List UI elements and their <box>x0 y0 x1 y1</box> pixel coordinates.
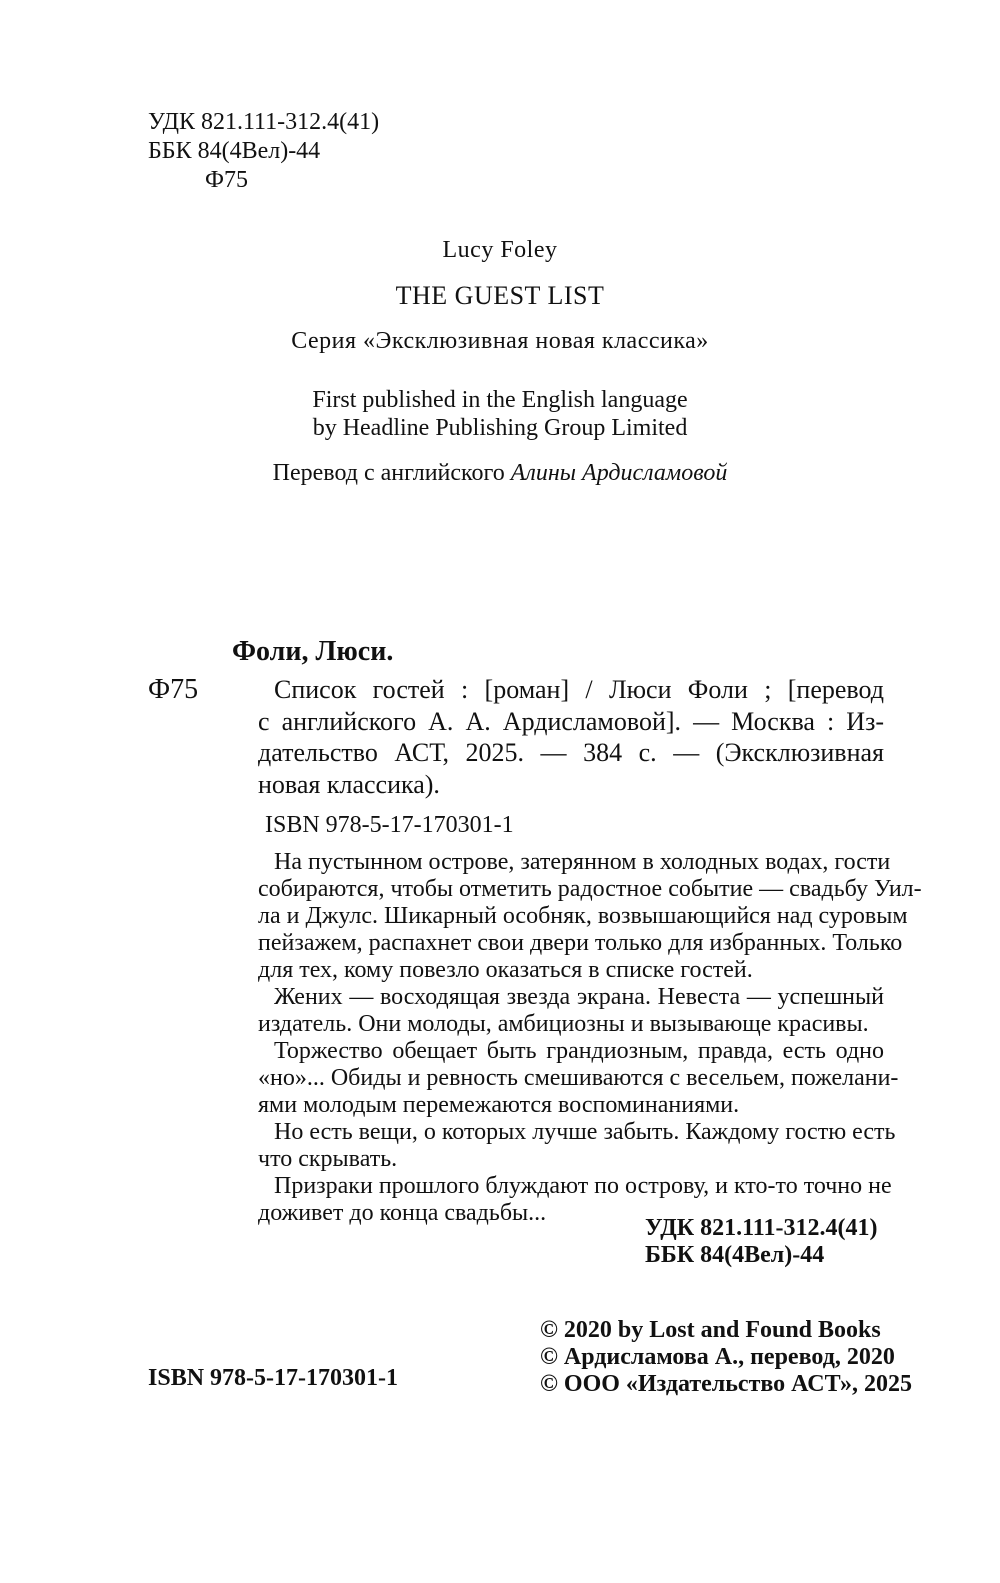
annotation-line: Торжество обещает быть грандиозным, правда, есть одно <box>274 1038 884 1064</box>
annotation-line: что скрывать. <box>258 1146 398 1172</box>
annotation-line: Жених — восходящая звезда экрана. Невеста — успешный <box>274 984 884 1010</box>
annotation-line: На пустынном острове, затерянном в холодных водах, гости <box>274 849 891 875</box>
author-heading: Фоли, Люси. <box>232 636 394 667</box>
translation-credit <box>0 459 1000 487</box>
annotation-line: собираются, чтобы отметить радостное событие — свадьбу Уил- <box>258 876 922 902</box>
annotation-line: ями молодым перемежаются воспоминаниями. <box>258 1092 740 1118</box>
annotation-line: Призраки прошлого блуждают по острову, и кто-то точно не <box>274 1173 892 1199</box>
description-line: с английского А. А. Ардисламовой]. — Москва : Из- <box>258 706 884 736</box>
series-name: Серия «Эксклюзивная новая классика» <box>291 328 709 354</box>
description-line: дательство АСТ, 2025. — 384 с. — (Эксклюзивная <box>258 738 884 767</box>
annotation-line: «но»... Обиды и ревность смешиваются с весельем, пожелани- <box>258 1065 899 1091</box>
annotation-paragraph <box>258 1038 899 1119</box>
copyright-line: © 2020 by Lost and Found Books <box>540 1317 881 1343</box>
footer-bbk: ББК 84(4Вел)-44 <box>645 1242 825 1268</box>
copyright-line: © ООО «Издательство АСТ», 2025 <box>540 1371 913 1397</box>
annotation-paragraph <box>258 849 922 984</box>
bibliographic-author-mark: Ф75 <box>148 674 199 705</box>
annotation-line: издатель. Они молоды, амбициозны и вызывающе красивы. <box>258 1011 869 1037</box>
copyright-line: © Ардисламова А., перевод, 2020 <box>540 1344 895 1370</box>
footer-isbn: ISBN 978-5-17-170301-1 <box>148 1365 398 1391</box>
first-published-line-2: by Headline Publishing Group Limited <box>312 415 688 441</box>
book-title-english: THE GUEST LIST <box>395 281 605 310</box>
translator-name: Алины Ардисламовой <box>510 460 728 486</box>
first-published-line-1: First published in the English language <box>312 387 688 413</box>
annotation-line: доживет до конца свадьбы... <box>258 1200 547 1226</box>
footer-udk: УДК 821.111-312.4(41) <box>645 1215 878 1241</box>
annotation-paragraph <box>258 984 884 1038</box>
annotation <box>258 849 922 1227</box>
annotation-line: Но есть вещи, о которых лучше забыть. Каждому гостю есть <box>274 1119 896 1145</box>
description-line: новая классика). <box>258 769 440 799</box>
annotation-line: для тех, кому повезло оказаться в списке гостей. <box>258 957 753 983</box>
header-udk: УДК 821.111-312.4(41) <box>148 109 380 135</box>
annotation-line: ла и Джулс. Шикарный особняк, возвышающийся над суровым <box>258 903 908 929</box>
bibliographic-isbn: ISBN 978-5-17-170301-1 <box>265 812 514 838</box>
description-line: Список гостей : [роман] / Люси Фоли ; [перевод <box>274 675 884 704</box>
header-author-mark: Ф75 <box>205 167 248 193</box>
bibliographic-description <box>258 674 884 800</box>
author-name-english: Lucy Foley <box>442 237 558 263</box>
annotation-line: пейзажем, распахнет свои двери только для избранных. Только <box>258 930 903 956</box>
header-bbk: ББК 84(4Вел)-44 <box>148 138 321 164</box>
translation-prefix: Перевод с английского <box>272 460 511 486</box>
annotation-paragraph <box>258 1119 896 1173</box>
